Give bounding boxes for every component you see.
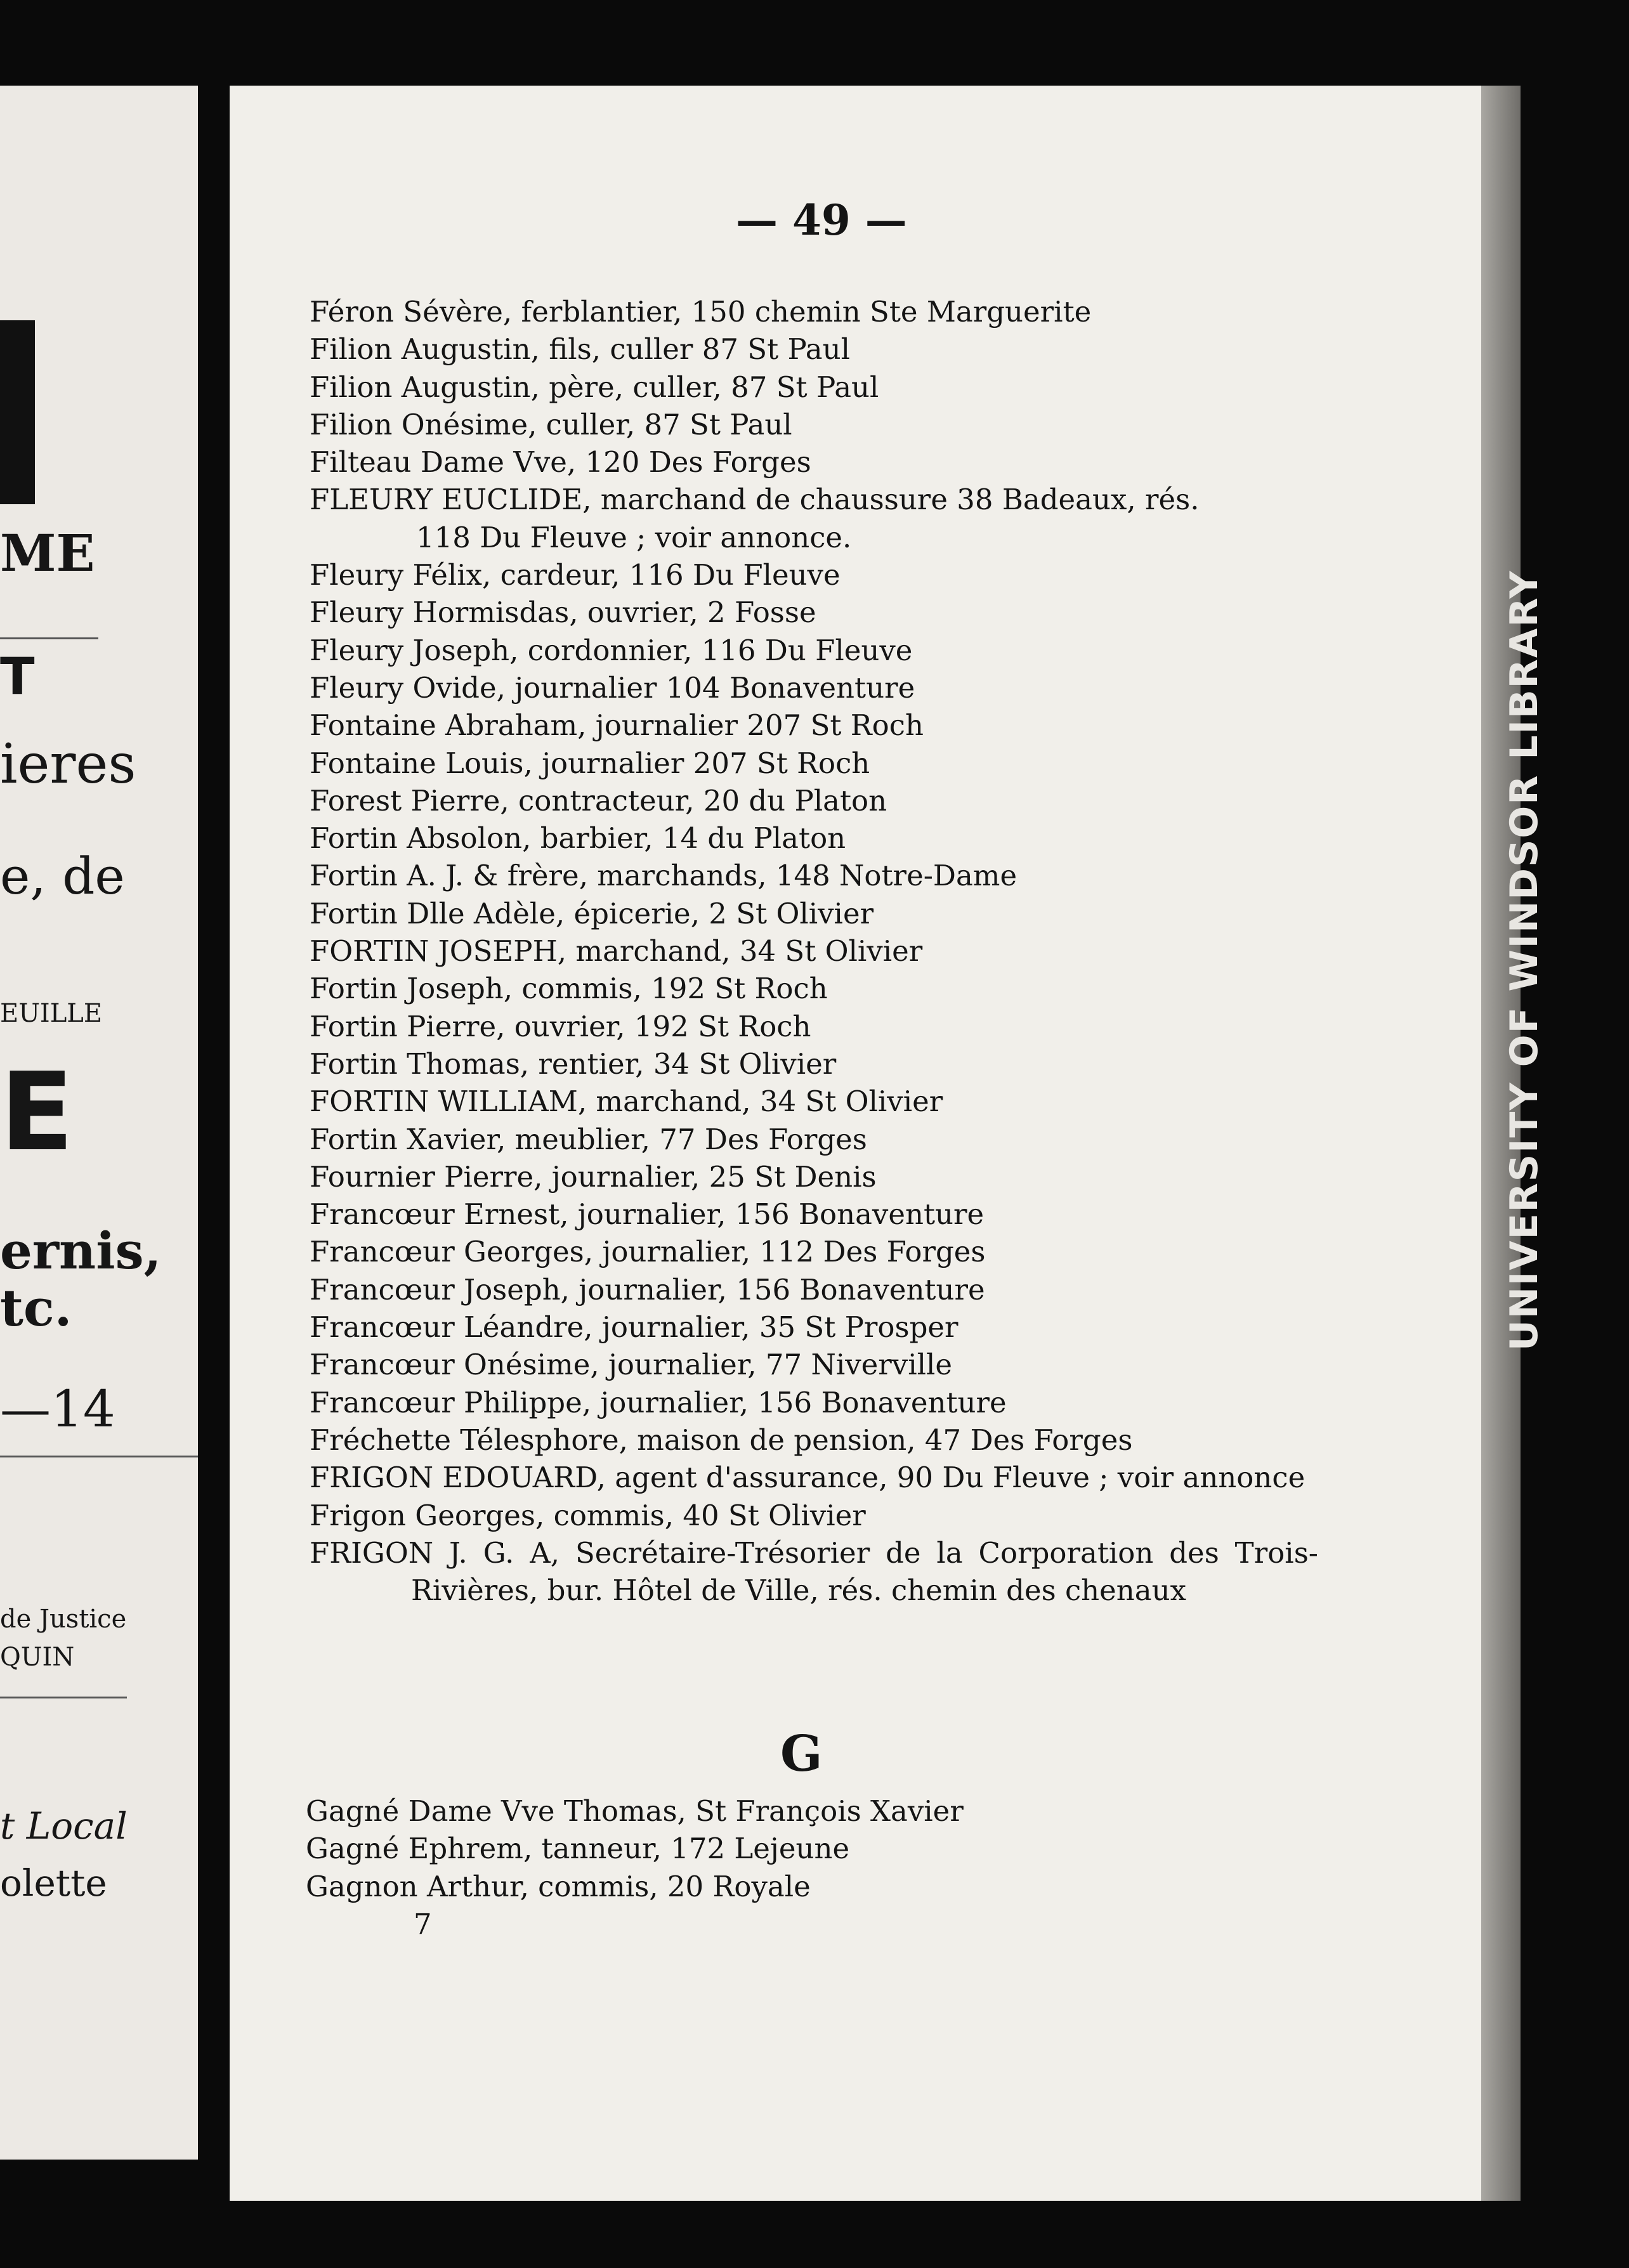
list-item: FORTIN WILLIAM, marchand, 34 St Olivier: [310, 1085, 943, 1119]
list-item: Filteau Dame Vve, 120 Des Forges: [310, 445, 811, 479]
list-item: Frigon Georges, commis, 40 St Olivier: [310, 1498, 866, 1532]
left-fragment: olette: [0, 1861, 107, 1905]
left-fragment: ernis,: [0, 1221, 162, 1281]
entries-g-list: [306, 1792, 1314, 1943]
list-item: FRIGON J. G. A, Secrétaire-Trésorier de la Corporation des Trois-Rivières, bur. Hôtel de Ville, rés. chemin des chenaux: [310, 1535, 1318, 1608]
list-item: Fleury Félix, cardeur, 116 Du Fleuve: [310, 558, 841, 592]
list-item: Fortin Absolon, barbier, 14 du Platon: [310, 821, 846, 856]
list-item: Fortin A. J. & frère, marchands, 148 Notre-Dame: [310, 859, 1017, 893]
left-page-black-bar: [0, 320, 35, 504]
list-item: Gagnon Arthur, commis, 20 Royale: [306, 1869, 811, 1903]
list-item: Fortin Joseph, commis, 192 St Roch: [310, 972, 828, 1006]
section-letter: G: [780, 1725, 823, 1783]
list-item: Fortin Pierre, ouvrier, 192 St Roch: [310, 1009, 811, 1043]
left-fragment: e, de: [0, 847, 125, 906]
left-rule: [0, 1456, 198, 1457]
list-item: Féron Sévère, ferblantier, 150 chemin Ste Marguerite: [310, 295, 1092, 329]
left-rule: [0, 637, 98, 639]
list-item: FRIGON EDOUARD, agent d'assurance, 90 Du Fleuve ; voir annonce: [310, 1461, 1305, 1495]
left-fragment: EUILLE: [0, 999, 103, 1028]
left-fragment: ME: [0, 523, 95, 583]
list-item: Fleury Ovide, journalier 104 Bonaventure: [310, 670, 915, 705]
list-item: Fleury Hormisdas, ouvrier, 2 Fosse: [310, 596, 816, 630]
list-item: Fleury Joseph, cordonnier, 116 Du Fleuve: [310, 633, 913, 667]
list-item: FLEURY EUCLIDE, marchand de chaussure 38 Badeaux, rés.: [310, 483, 1200, 517]
list-item: Filion Augustin, père, culler, 87 St Paul: [310, 370, 879, 404]
left-fragment: —14: [0, 1379, 115, 1438]
list-item: Francœur Léandre, journalier, 35 St Prosper: [310, 1310, 958, 1345]
left-fragment: de Justice: [0, 1605, 127, 1634]
list-item: Fournier Pierre, journalier, 25 St Denis: [310, 1159, 877, 1194]
left-fragment: E: [0, 1050, 74, 1175]
list-item: Francœur Onésime, journalier, 77 Niverville: [310, 1348, 953, 1382]
list-item: Fontaine Abraham, journalier 207 St Roch: [310, 708, 924, 743]
left-fragment: QUIN: [0, 1643, 75, 1672]
list-item: Gagné Ephrem, tanneur, 172 Lejeune: [306, 1832, 850, 1866]
list-item: Francœur Ernest, journalier, 156 Bonaventure: [310, 1197, 985, 1232]
left-fragment: T: [0, 647, 35, 706]
list-item: Fortin Thomas, rentier, 34 St Olivier: [310, 1046, 837, 1081]
left-fragment: tc.: [0, 1278, 72, 1338]
list-item: Filion Onésime, culler, 87 St Paul: [310, 407, 792, 441]
list-item: Fontaine Louis, journalier 207 St Roch: [310, 746, 870, 780]
left-rule: [0, 1697, 127, 1698]
list-item: Francœur Joseph, journalier, 156 Bonaventure: [310, 1272, 985, 1307]
list-item-continuation: 118 Du Fleuve ; voir annonce.: [416, 520, 852, 554]
list-item: Forest Pierre, contracteur, 20 du Platon: [310, 783, 887, 818]
list-item: Fortin Xavier, meublier, 77 Des Forges: [310, 1122, 867, 1156]
left-fragment: t Local: [0, 1804, 128, 1848]
list-item: Fortin Dlle Adèle, épicerie, 2 St Olivier: [310, 896, 874, 930]
list-item: Filion Augustin, fils, culler 87 St Paul: [310, 332, 850, 367]
left-fragment: ieres: [0, 733, 136, 796]
entries-f-list: [310, 293, 1318, 1609]
page-number: — 49 —: [736, 195, 907, 245]
signature-mark: 7: [414, 1906, 432, 1941]
list-item: Gagné Dame Vve Thomas, St François Xavier: [306, 1794, 964, 1828]
list-item: Fréchette Télesphore, maison de pension, 47 Des Forges: [310, 1423, 1133, 1457]
list-item: Francœur Philippe, journalier, 156 Bonaventure: [310, 1385, 1007, 1419]
list-item: FORTIN JOSEPH, marchand, 34 St Olivier: [310, 934, 923, 968]
library-stamp: UNIVERSITY OF WINDSOR LIBRARY: [1502, 570, 1547, 1351]
list-item: Francœur Georges, journalier, 112 Des Forges: [310, 1235, 986, 1269]
left-page-strip: [0, 86, 198, 2160]
